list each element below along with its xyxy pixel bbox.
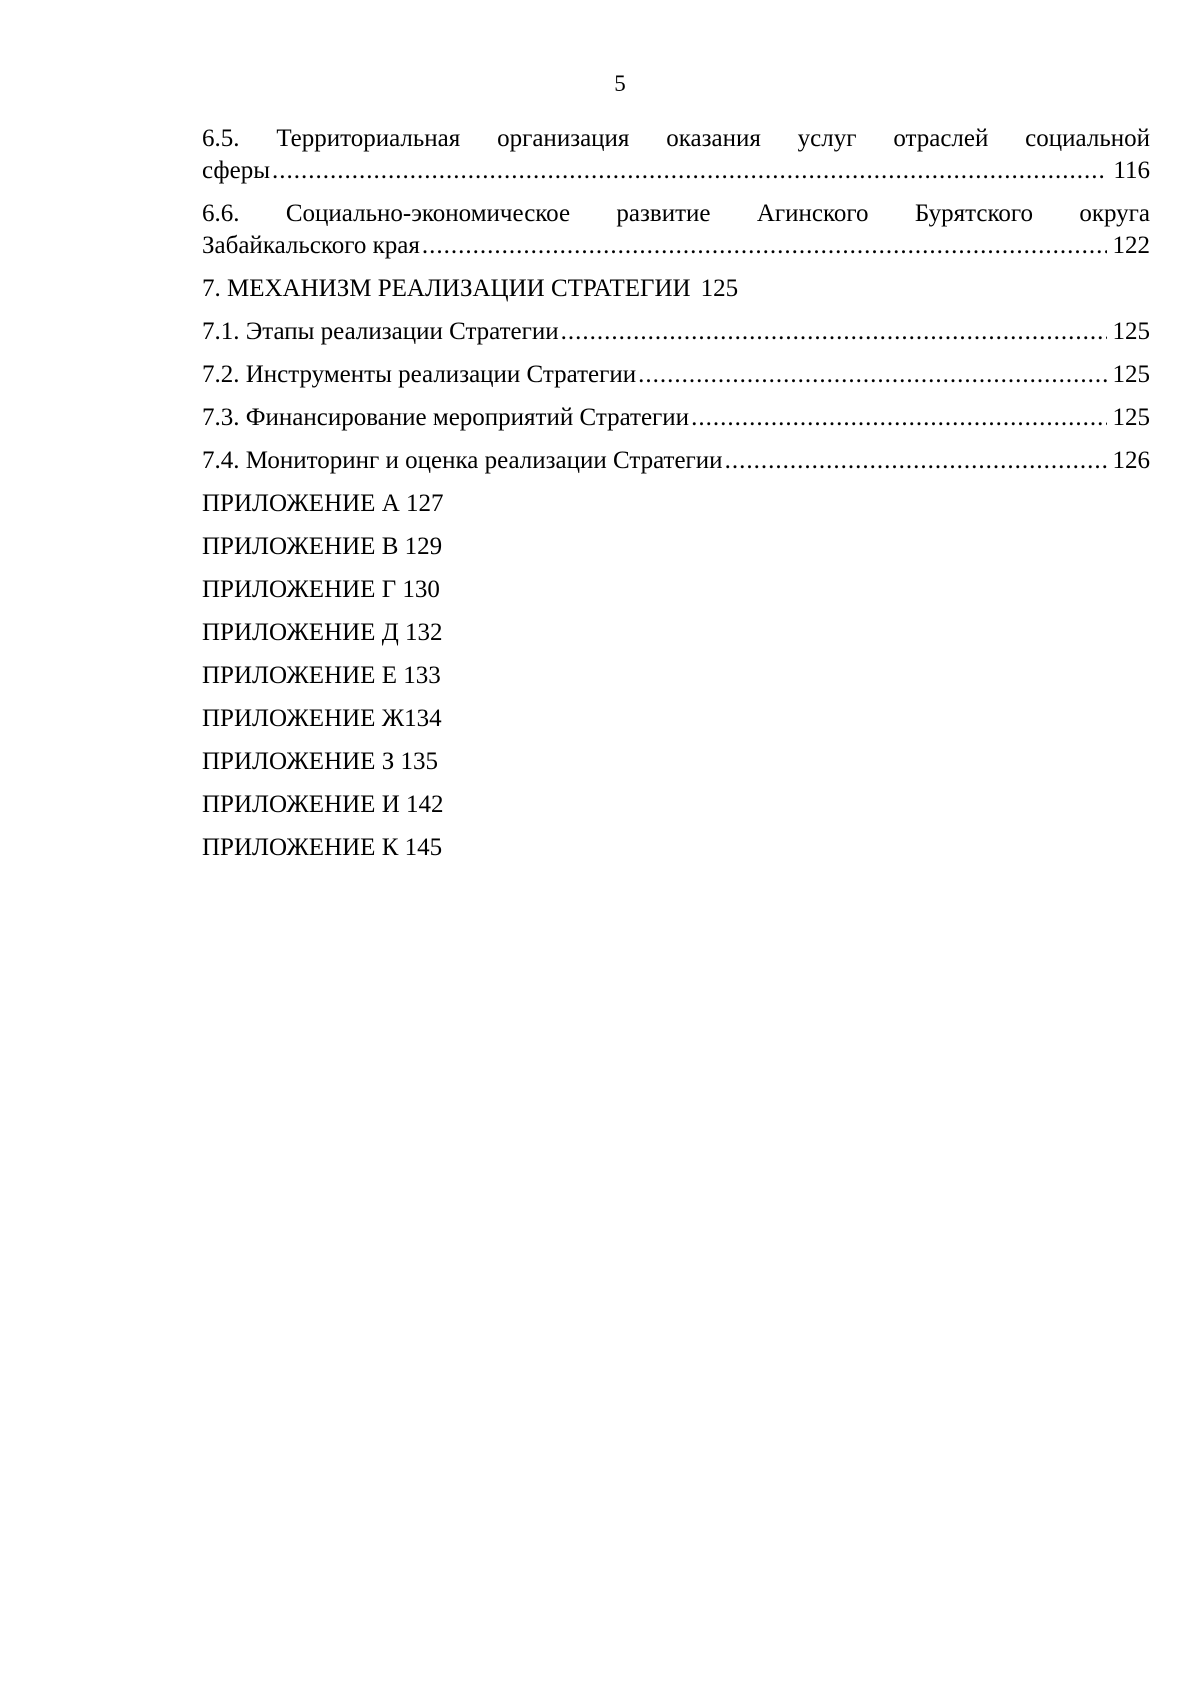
toc-entry-7-4-title: 7.4. Мониторинг и оценка реализации Стратегии	[202, 447, 723, 474]
table-of-contents	[202, 123, 1150, 864]
toc-entry-6-5-title-line2: сферы	[202, 157, 270, 184]
toc-entry-7-3[interactable]	[202, 402, 1150, 434]
toc-entry-7-page: 125	[700, 275, 739, 302]
toc-entry-6-5-page: 116	[1113, 157, 1150, 184]
toc-entry-7-3-page: 125	[1112, 404, 1150, 431]
toc-entry-6-6-title-line1: 6.6. Социально-экономическое развитие Агинского Бурятского округа	[202, 200, 1150, 227]
toc-entry-7-1-title: 7.1. Этапы реализации Стратегии	[202, 318, 559, 345]
toc-appendix-zh[interactable]: ПРИЛОЖЕНИЕ Ж134	[202, 705, 442, 732]
toc-appendix-z[interactable]: ПРИЛОЖЕНИЕ З 135	[202, 748, 438, 775]
toc-appendix-e[interactable]: ПРИЛОЖЕНИЕ Е 133	[202, 662, 441, 689]
toc-entry-7-1-page: 125	[1112, 318, 1150, 345]
toc-entry-7-2-title: 7.2. Инструменты реализации Стратегии	[202, 361, 637, 388]
toc-entry-6-5[interactable]	[202, 123, 1150, 187]
toc-appendix-d[interactable]: ПРИЛОЖЕНИЕ Д 132	[202, 619, 443, 646]
toc-appendix-k[interactable]: ПРИЛОЖЕНИЕ К 145	[202, 834, 443, 861]
toc-appendix-v[interactable]: ПРИЛОЖЕНИЕ В 129	[202, 533, 443, 560]
toc-entry-7-4[interactable]	[202, 445, 1150, 477]
toc-entry-7-2-page: 125	[1112, 361, 1150, 388]
toc-entry-7-title: 7. МЕХАНИЗМ РЕАЛИЗАЦИИ СТРАТЕГИИ	[202, 275, 691, 302]
page-number: 5	[614, 71, 626, 96]
toc-entry-6-5-title-line1: 6.5. Территориальная организация оказания услуг отраслей социальной	[202, 125, 1150, 152]
toc-entry-6-6-line2	[202, 230, 1150, 262]
toc-entry-7-1[interactable]	[202, 316, 1150, 348]
dot-leader	[272, 155, 1107, 187]
dot-leader	[725, 445, 1107, 477]
dot-leader	[638, 359, 1106, 391]
dot-leader	[422, 230, 1107, 262]
dot-leader	[691, 402, 1106, 434]
toc-entry-6-6-title-line2: Забайкальского края	[202, 232, 420, 259]
toc-appendix-g[interactable]: ПРИЛОЖЕНИЕ Г 130	[202, 576, 440, 603]
toc-appendix-a[interactable]: ПРИЛОЖЕНИЕ А 127	[202, 490, 444, 517]
toc-entry-6-5-line2	[202, 155, 1150, 187]
toc-entry-7-3-title: 7.3. Финансирование мероприятий Стратегии	[202, 404, 690, 431]
toc-entry-6-6-page: 122	[1112, 232, 1150, 259]
toc-appendix-i[interactable]: ПРИЛОЖЕНИЕ И 142	[202, 791, 444, 818]
toc-entry-6-6[interactable]	[202, 198, 1150, 262]
dot-leader	[561, 316, 1107, 348]
toc-entry-7[interactable]	[202, 273, 1150, 305]
toc-entry-7-2[interactable]	[202, 359, 1150, 391]
toc-entry-7-4-page: 126	[1112, 447, 1150, 474]
